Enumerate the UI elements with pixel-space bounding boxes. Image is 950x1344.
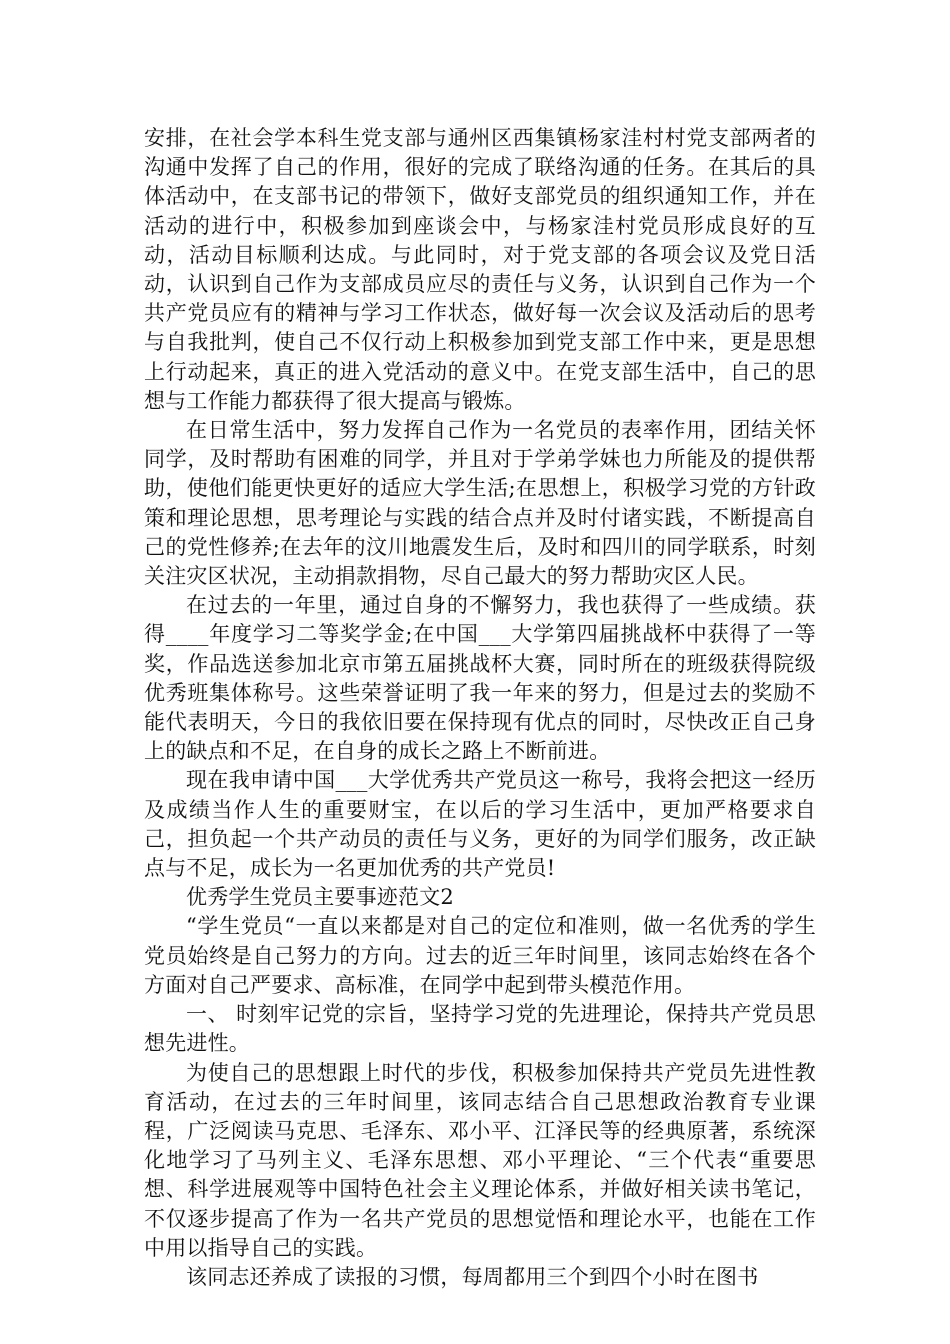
paragraph-7: 该同志还养成了读报的习惯，每周都用三个到四个小时在图书 (186, 1264, 759, 1289)
paragraph-4: 现在我申请中国___大学优秀共产党员这一称号，我将会把这一经历及成绩当作人生的重要财宝，在以后的学习生活中，更加严格要求自己，担负起一个共产动员的责任与义务，更好的为同学们服务，改正缺点与不足，成长为一名更加优秀的共产党员! (144, 768, 816, 881)
paragraph-6: 为使自己的思想跟上时代的步伐，积极参加保持共产党员先进性教育活动，在过去的三年时间里，该同志结合自己思想政治教育专业课程，广泛阅读马克思、毛泽东、邓小平、江泽民等的经典原著，系统深化地学习了马列主义、毛泽东思想、邓小平理论、“三个代表“重要思想、科学进展观等中国特色社会主义理论体系，并做好相关读书笔记，不仅逐步提高了作为一名共产党员的思想觉悟和理论水平，也能在工作中用以指导自己的实践。 (144, 1060, 816, 1260)
paragraph-2: 在日常生活中，努力发挥自己作为一名党员的表率作用，团结关怀同学，及时帮助有困难的同学，并且对于学弟学妹也力所能及的提供帮助，使他们能更快更好的适应大学生活;在思想上，积极学习党的方针政策和理论思想，思考理论与实践的结合点并及时付诸实践，不断提高自己的党性修养;在去年的汶川地震发生后，及时和四川的同学联系，时刻关注灾区状况，主动捐款捐物，尽自己最大的努力帮助灾区人民。 (144, 418, 816, 589)
section-title: 优秀学生党员主要事迹范文2 (186, 885, 454, 910)
paragraph-3: 在过去的一年里，通过自身的不懈努力，我也获得了一些成绩。获得____年度学习二等奖学金;在中国___大学第四届挑战杯中获得了一等奖，作品选送参加北京市第五届挑战杯大赛，同时所在的班级获得院级优秀班集体称号。这些荣誉证明了我一年来的努力，但是过去的奖励不能代表明天，今日的我依旧要在保持现有优点的同时，尽快改正自己身上的缺点和不足，在自身的成长之路上不断前进。 (144, 593, 816, 764)
paragraph-5: “学生党员“一直以来都是对自己的定位和准则，做一名优秀的学生党员始终是自己努力的方向。过去的近三年时间里，该同志始终在各个方面对自己严要求、高标准，在同学中起到带头模范作用。 (144, 914, 816, 997)
subheading-1: 一、 时刻牢记党的宗旨，坚持学习党的先进理论，保持共产党员思想先进性。 (144, 1002, 816, 1056)
paragraph-1: 安排，在社会学本科生党支部与通州区西集镇杨家洼村村党支部两者的沟通中发挥了自己的作用，很好的完成了联络沟通的任务。在其后的具体活动中，在支部书记的带领下，做好支部党员的组织通知工作，并在活动的进行中，积极参加到座谈会中，与杨家洼村党员形成良好的互动，活动目标顺利达成。与此同时，对于党支部的各项会议及党日活动，认识到自己作为支部成员应尽的责任与义务，认识到自己作为一个共产党员应有的精神与学习工作状态，做好每一次会议及活动后的思考与自我批判，使自己不仅行动上积极参加到党支部工作中来，更是思想上行动起来，真正的进入党活动的意义中。在党支部生活中，自己的思想与工作能力都获得了很大提高与锻炼。 (144, 126, 816, 413)
document-body (144, 124, 816, 1292)
